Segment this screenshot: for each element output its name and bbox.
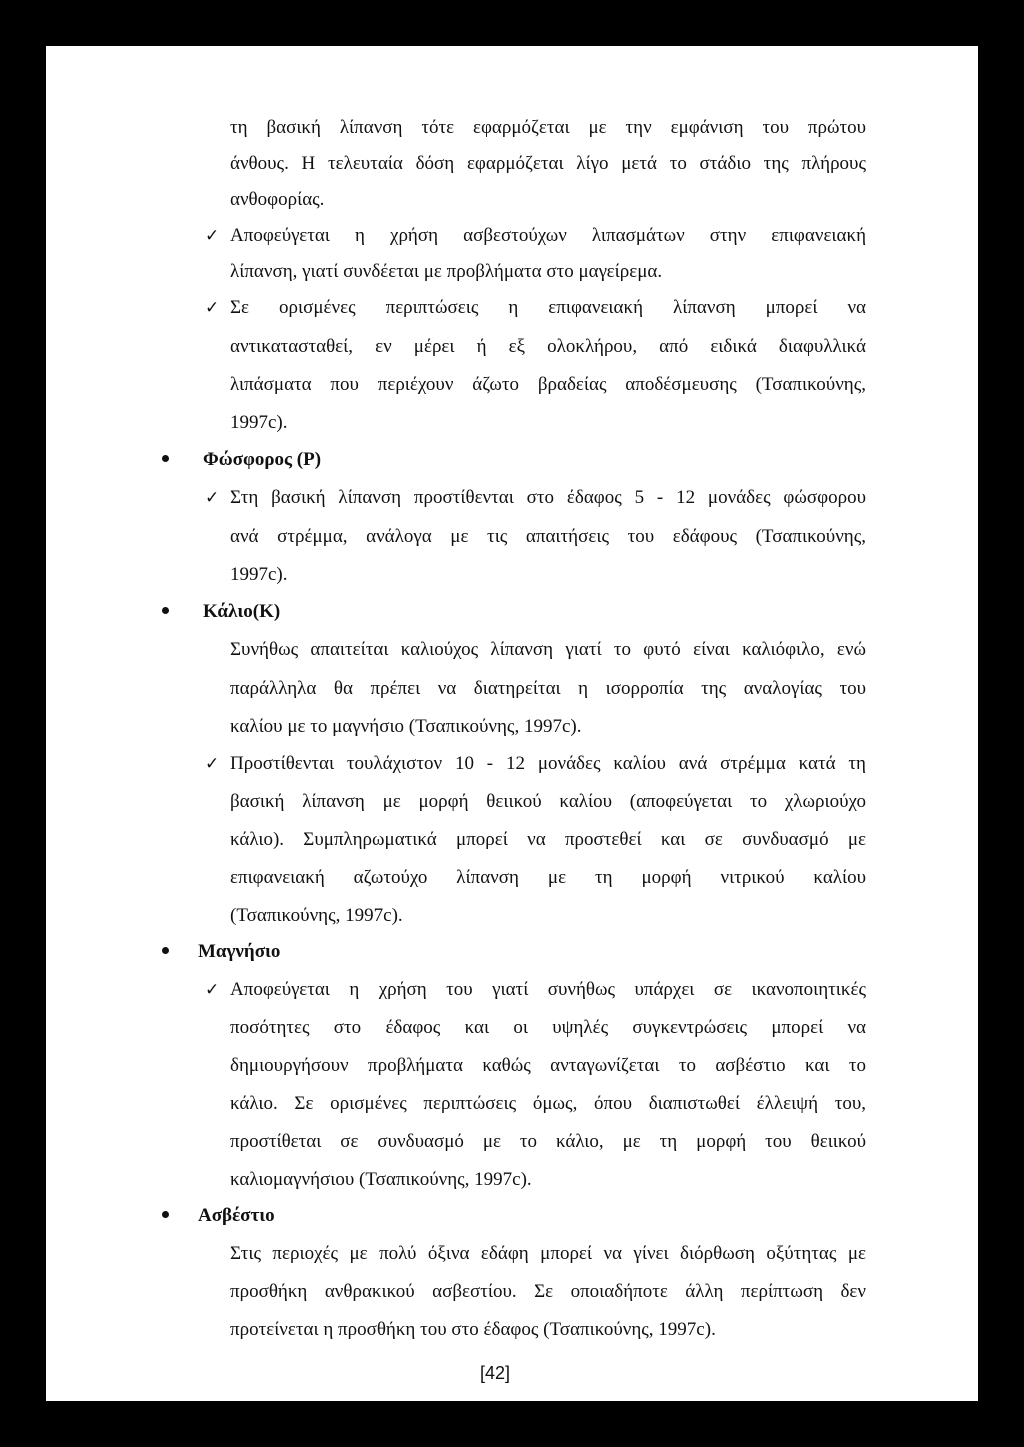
check-item-line: επιφανειακή αζωτούχο λίπανση με τη μορφή νιτρικού καλίου <box>230 867 866 888</box>
check-mark-icon: ✓ <box>205 298 220 318</box>
paragraph-line: ανθοφορίας. <box>230 189 325 210</box>
bullet-icon <box>162 947 169 954</box>
check-item-line: κάλιο. Σε ορισμένες περιπτώσεις όμως, όπου διαπιστωθεί έλλειψή του, <box>230 1093 866 1114</box>
check-mark-icon: ✓ <box>205 488 220 508</box>
check-item-line: προστίθεται σε συνδυασμό με το κάλιο, με τη μορφή του θειικού <box>230 1131 866 1152</box>
check-item-line: δημιουργήσουν προβλήματα καθώς ανταγωνίζεται το ασβέστιο και το <box>230 1055 866 1076</box>
check-item-line: (Τσαπικούνης, 1997c). <box>230 905 403 926</box>
check-item-line: κάλιο). Συμπληρωματικά μπορεί να προστεθεί και σε συνδυασμό με <box>230 829 866 850</box>
check-mark-icon: ✓ <box>205 226 220 246</box>
check-item-line: αντικατασταθεί, εν μέρει ή εξ ολοκλήρου, από ειδικά διαφυλλικά <box>230 336 866 357</box>
check-item-line: Αποφεύγεται η χρήση ασβεστούχων λιπασμάτων στην επιφανειακή <box>230 225 866 246</box>
check-item-line: καλιομαγνήσιου (Τσαπικούνης, 1997c). <box>230 1169 532 1190</box>
check-item-line: λίπανση, γιατί συνδέεται με προβλήματα στο μαγείρεμα. <box>230 261 663 282</box>
check-mark-icon: ✓ <box>205 754 220 774</box>
check-item-line: Αποφεύγεται η χρήση του γιατί συνήθως υπάρχει σε ικανοποιητικές <box>230 979 866 1000</box>
document-page <box>46 46 978 1401</box>
paragraph-line: παράλληλα θα πρέπει να διατηρείται η ισορροπία της αναλογίας του <box>230 678 866 699</box>
check-item-line: Προστίθενται τουλάχιστον 10 - 12 μονάδες καλίου ανά στρέμμα κατά τη <box>230 753 866 774</box>
check-item-line: λιπάσματα που περιέχουν άζωτο βραδείας αποδέσμευσης (Τσαπικούνης, <box>230 374 866 395</box>
bullet-icon <box>162 607 169 614</box>
paragraph-line: καλίου με το μαγνήσιο (Τσαπικούνης, 1997c). <box>230 716 582 737</box>
check-item-line: βασική λίπανση με μορφή θειικού καλίου (αποφεύγεται το χλωριούχο <box>230 791 866 812</box>
paragraph-line: προσθήκη ανθρακικού ασβεστίου. Σε οποιαδήποτε άλλη περίπτωση δεν <box>230 1281 866 1302</box>
section-heading-potassium: Κάλιο(K) <box>203 601 281 622</box>
section-heading-magnesium: Μαγνήσιο <box>198 941 281 962</box>
section-heading-calcium: Ασβέστιο <box>198 1205 275 1226</box>
check-mark-icon: ✓ <box>205 980 220 1000</box>
check-item-line: ανά στρέμμα, ανάλογα με τις απαιτήσεις του εδάφους (Τσαπικούνης, <box>230 526 866 547</box>
paragraph-line: τη βασική λίπανση τότε εφαρμόζεται με την εμφάνιση του πρώτου <box>230 117 866 138</box>
paragraph-line: Στις περιοχές με πολύ όξινα εδάφη μπορεί να γίνει διόρθωση οξύτητας με <box>230 1243 866 1264</box>
paragraph-line: Συνήθως απαιτείται καλιούχος λίπανση γιατί το φυτό είναι καλιόφιλο, ενώ <box>230 639 866 660</box>
check-item-line: 1997c). <box>230 564 288 585</box>
bullet-icon <box>162 1211 169 1218</box>
paragraph-line: άνθους. Η τελευταία δόση εφαρμόζεται λίγο μετά το στάδιο της πλήρους <box>230 153 866 174</box>
check-item-line: Στη βασική λίπανση προστίθενται στο έδαφος 5 - 12 μονάδες φώσφορου <box>230 487 866 508</box>
check-item-line: Σε ορισμένες περιπτώσεις η επιφανειακή λίπανση μπορεί να <box>230 297 866 318</box>
check-item-line: ποσότητες στο έδαφος και οι υψηλές συγκεντρώσεις μπορεί να <box>230 1017 866 1038</box>
check-item-line: 1997c). <box>230 412 288 433</box>
paragraph-line: προτείνεται η προσθήκη του στο έδαφος (Τσαπικούνης, 1997c). <box>230 1319 716 1340</box>
page-number: [42] <box>480 1363 511 1383</box>
bullet-icon <box>162 455 169 462</box>
section-heading-phosphorus: Φώσφορος (P) <box>203 449 322 470</box>
